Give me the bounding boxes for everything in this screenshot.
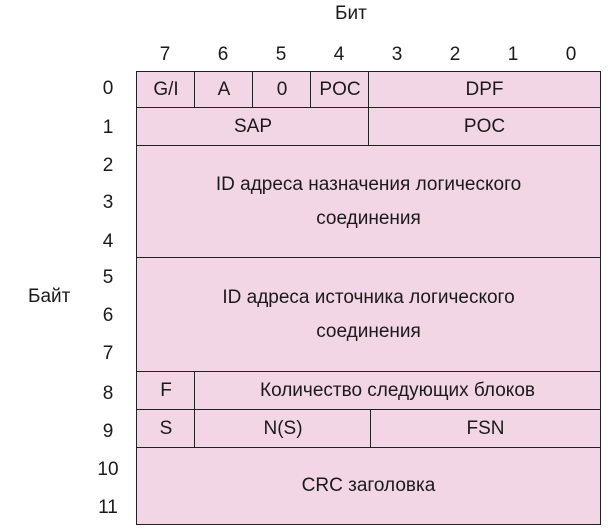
- zero-field: 0: [252, 71, 312, 109]
- bit-number: 0: [565, 44, 577, 65]
- byte-axis-title: Байт: [28, 286, 71, 307]
- header-format-table: [136, 71, 601, 525]
- fsn-field: FSN: [370, 409, 601, 449]
- gi-field: G/I: [136, 71, 196, 109]
- bit-number: 1: [507, 44, 519, 65]
- bit-number: 6: [217, 44, 229, 65]
- bit-number: 5: [275, 44, 287, 65]
- a-field: A: [194, 71, 254, 109]
- bit-axis-title: Бит: [335, 3, 367, 24]
- bit-number: 4: [333, 44, 345, 65]
- destination-id-field: ID адреса назначения логического соединения: [136, 145, 601, 259]
- poc-field-byte1: POC: [368, 107, 601, 147]
- byte-number: 8: [102, 383, 114, 404]
- byte-number: 10: [97, 459, 119, 480]
- s-field: S: [136, 409, 196, 449]
- byte-number: 5: [102, 267, 114, 288]
- poc-field-byte0: POC: [310, 71, 370, 109]
- dpf-field: DPF: [368, 71, 601, 109]
- f-field: F: [136, 371, 196, 411]
- byte-number: 6: [102, 305, 114, 326]
- bit-number: 2: [449, 44, 461, 65]
- sap-field: SAP: [136, 107, 370, 147]
- source-id-field: ID адреса источника логического соединения: [136, 257, 601, 373]
- crc-field: CRC заголовка: [136, 447, 601, 525]
- byte-number: 3: [102, 192, 114, 213]
- ns-field: N(S): [194, 409, 372, 449]
- byte-number: 1: [102, 117, 114, 138]
- byte-number: 2: [102, 155, 114, 176]
- bit-number: 3: [391, 44, 403, 65]
- byte-number: 9: [102, 421, 114, 442]
- block-count-field: Количество следующих блоков: [194, 371, 601, 411]
- byte-number: 4: [102, 231, 114, 252]
- byte-number: 7: [102, 343, 114, 364]
- byte-number: 0: [102, 78, 114, 99]
- byte-number: 11: [98, 497, 118, 518]
- bit-number: 7: [159, 44, 171, 65]
